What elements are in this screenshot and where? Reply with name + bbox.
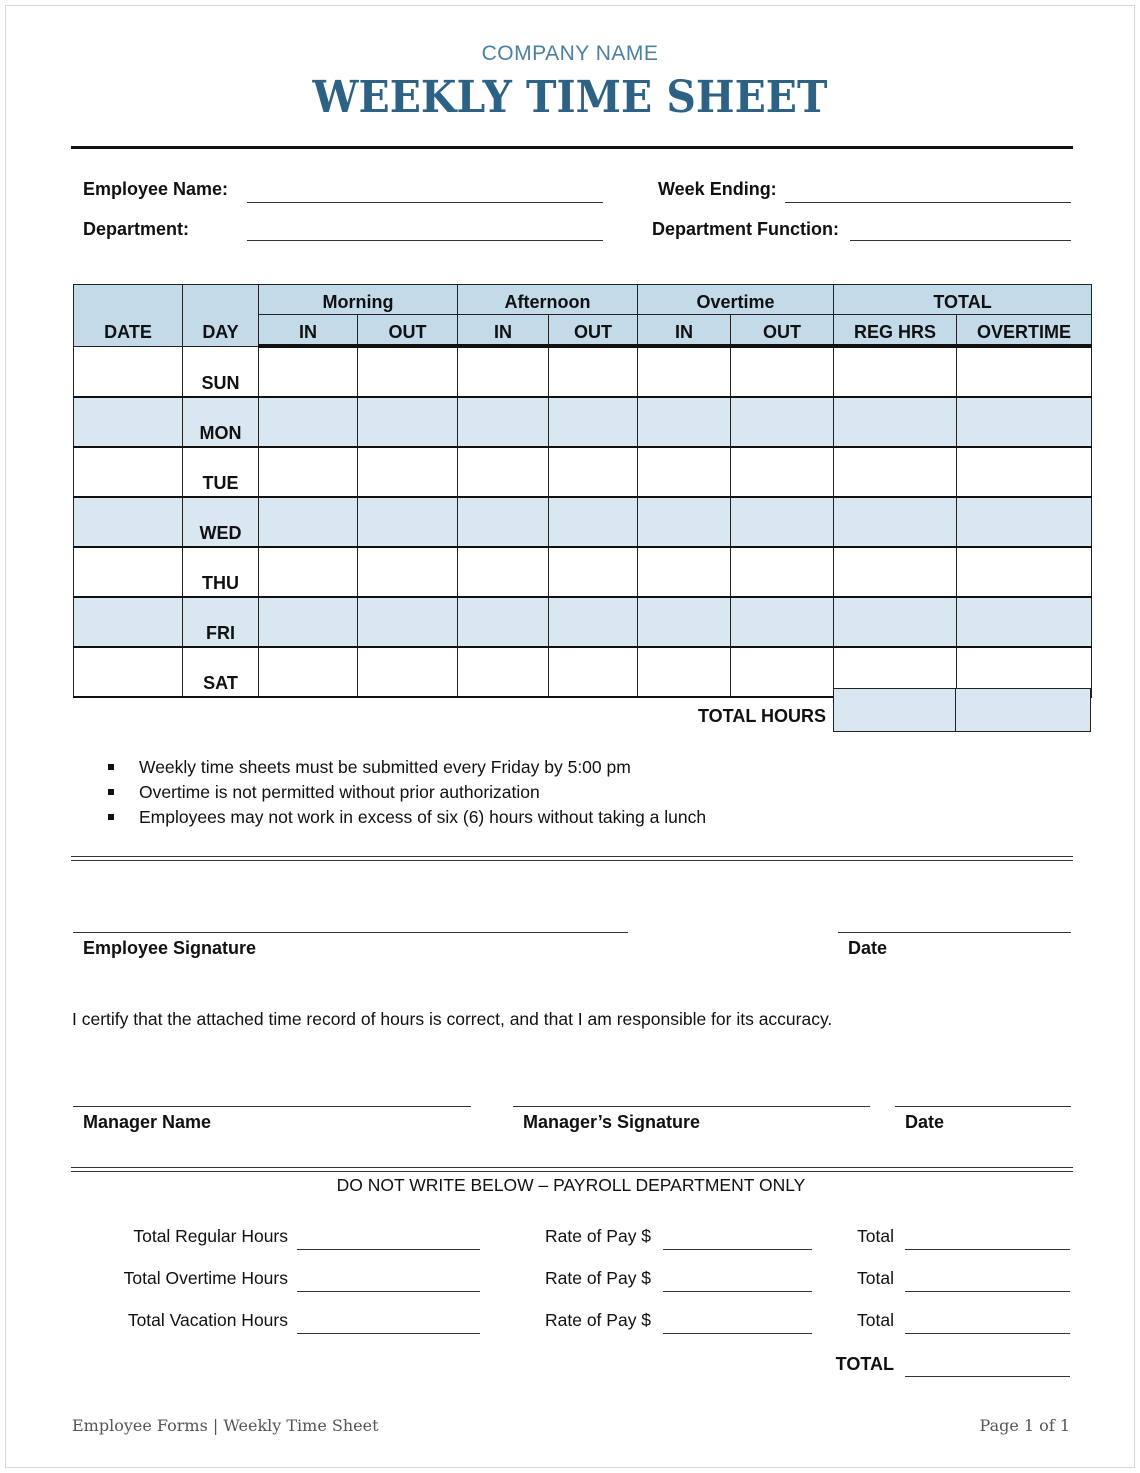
- time-cell[interactable]: [458, 597, 549, 647]
- time-cell[interactable]: [259, 397, 358, 447]
- time-cell[interactable]: [259, 346, 358, 397]
- payroll-heading: DO NOT WRITE BELOW – PAYROLL DEPARTMENT ONLY: [336, 1175, 806, 1195]
- time-cell[interactable]: [358, 346, 458, 397]
- header-overtime-in: IN: [638, 315, 731, 347]
- time-cell[interactable]: [259, 597, 358, 647]
- header-overtime: Overtime: [638, 285, 834, 315]
- payroll-hours-label: Total Regular Hours: [133, 1226, 288, 1246]
- time-cell[interactable]: [358, 447, 458, 497]
- time-cell[interactable]: [638, 597, 731, 647]
- time-cell[interactable]: [458, 397, 549, 447]
- time-cell[interactable]: [358, 597, 458, 647]
- payroll-hours-field[interactable]: [297, 1291, 480, 1292]
- time-cell[interactable]: [731, 447, 834, 497]
- department-function-field[interactable]: [850, 240, 1071, 241]
- time-sheet-table: [73, 284, 1092, 698]
- employee-name-label: Employee Name:: [83, 179, 229, 199]
- grand-total-label: TOTAL: [835, 1354, 894, 1374]
- time-cell[interactable]: [549, 597, 638, 647]
- double-divider: [71, 856, 1073, 861]
- table-row: [74, 447, 1092, 497]
- time-cell[interactable]: [834, 597, 957, 647]
- rate-of-pay-label: Rate of Pay $: [545, 1268, 652, 1288]
- rate-of-pay-label: Rate of Pay $: [545, 1226, 652, 1246]
- header-morning-in: IN: [259, 315, 358, 347]
- payroll-total-field[interactable]: [905, 1249, 1070, 1250]
- time-cell[interactable]: [957, 447, 1092, 497]
- time-cell[interactable]: [259, 497, 358, 547]
- time-cell[interactable]: [358, 547, 458, 597]
- day-cell: MON: [183, 397, 259, 447]
- time-cell[interactable]: [549, 346, 638, 397]
- rate-of-pay-field[interactable]: [663, 1333, 812, 1334]
- department-label: Department:: [83, 219, 190, 239]
- time-cell[interactable]: [834, 547, 957, 597]
- time-cell[interactable]: [638, 397, 731, 447]
- time-cell[interactable]: [259, 647, 358, 697]
- day-cell: THU: [183, 547, 259, 597]
- payroll-hours-label: Total Vacation Hours: [127, 1310, 288, 1330]
- date-cell[interactable]: [74, 597, 183, 647]
- time-cell[interactable]: [834, 346, 957, 397]
- table-row: [74, 346, 1092, 397]
- table-row: [74, 597, 1092, 647]
- time-cell[interactable]: [458, 346, 549, 397]
- time-cell[interactable]: [549, 447, 638, 497]
- manager-signature-label: Manager’s Signature: [523, 1112, 701, 1132]
- date-cell[interactable]: [74, 346, 183, 397]
- footer-page-number: Page 1 of 1: [979, 1416, 1070, 1435]
- day-cell: TUE: [183, 447, 259, 497]
- note-item: Weekly time sheets must be submitted every Friday by 5:00 pm: [104, 757, 706, 782]
- time-cell[interactable]: [549, 647, 638, 697]
- time-cell[interactable]: [458, 497, 549, 547]
- table-row: [74, 397, 1092, 447]
- time-cell[interactable]: [358, 397, 458, 447]
- certification-text: I certify that the attached time record of hours is correct, and that I am responsible for its accuracy.: [72, 1009, 833, 1029]
- payroll-total-label: Total: [857, 1268, 894, 1288]
- time-cell[interactable]: [957, 346, 1092, 397]
- payroll-total-label: Total: [857, 1310, 894, 1330]
- employee-date-label: Date: [848, 938, 888, 958]
- time-cell[interactable]: [731, 397, 834, 447]
- total-reg-hrs-cell[interactable]: [833, 688, 957, 732]
- payroll-hours-label: Total Overtime Hours: [123, 1268, 288, 1288]
- total-hours-label: TOTAL HOURS: [697, 706, 826, 726]
- time-cell[interactable]: [731, 597, 834, 647]
- date-cell[interactable]: [74, 647, 183, 697]
- header-afternoon-in: IN: [458, 315, 549, 347]
- note-item: Overtime is not permitted without prior authorization: [104, 782, 706, 807]
- time-cell[interactable]: [957, 497, 1092, 547]
- day-cell: SUN: [183, 346, 259, 397]
- time-cell[interactable]: [358, 647, 458, 697]
- rate-of-pay-field[interactable]: [663, 1249, 812, 1250]
- time-cell[interactable]: [458, 447, 549, 497]
- department-function-label: Department Function:: [652, 219, 839, 239]
- time-cell[interactable]: [638, 647, 731, 697]
- notes-list: [104, 757, 706, 832]
- department-field[interactable]: [247, 240, 603, 241]
- time-cell[interactable]: [259, 447, 358, 497]
- time-cell[interactable]: [834, 447, 957, 497]
- payroll-total-label: Total: [857, 1226, 894, 1246]
- day-cell: FRI: [183, 597, 259, 647]
- header-afternoon: Afternoon: [458, 285, 638, 315]
- double-divider: [71, 1167, 1073, 1172]
- time-cell[interactable]: [638, 346, 731, 397]
- header-afternoon-out: OUT: [549, 315, 638, 347]
- day-cell: WED: [183, 497, 259, 547]
- day-cell: SAT: [183, 647, 259, 697]
- employee-signature-label: Employee Signature: [83, 938, 257, 958]
- time-cell[interactable]: [259, 547, 358, 597]
- total-overtime-cell[interactable]: [955, 688, 1091, 732]
- header-reg-hrs: REG HRS: [834, 315, 957, 347]
- manager-date-field[interactable]: [895, 1106, 1071, 1107]
- page-title: WEEKLY TIME SHEET: [312, 72, 828, 123]
- header-day: DAY: [183, 285, 259, 347]
- date-cell[interactable]: [74, 447, 183, 497]
- date-cell[interactable]: [74, 397, 183, 447]
- employee-name-field[interactable]: [247, 202, 603, 203]
- time-cell[interactable]: [549, 547, 638, 597]
- time-cell[interactable]: [834, 497, 957, 547]
- table-row: [74, 497, 1092, 547]
- employee-signature-field[interactable]: [73, 932, 628, 933]
- time-cell[interactable]: [731, 346, 834, 397]
- manager-name-field[interactable]: [73, 1106, 471, 1107]
- rate-of-pay-field[interactable]: [663, 1291, 812, 1292]
- header-overtime-out: OUT: [731, 315, 834, 347]
- time-cell[interactable]: [957, 547, 1092, 597]
- date-cell[interactable]: [74, 547, 183, 597]
- time-cell[interactable]: [731, 497, 834, 547]
- payroll-hours-field[interactable]: [297, 1249, 480, 1250]
- rate-of-pay-label: Rate of Pay $: [545, 1310, 652, 1330]
- manager-signature-field[interactable]: [513, 1106, 870, 1107]
- time-cell[interactable]: [638, 547, 731, 597]
- time-cell[interactable]: [638, 447, 731, 497]
- employee-date-field[interactable]: [838, 932, 1071, 933]
- manager-date-label: Date: [905, 1112, 945, 1132]
- payroll-total-field[interactable]: [905, 1333, 1070, 1334]
- header-date: DATE: [74, 285, 183, 347]
- time-cell[interactable]: [549, 397, 638, 447]
- time-cell[interactable]: [638, 497, 731, 547]
- time-cell[interactable]: [358, 497, 458, 547]
- time-cell[interactable]: [731, 647, 834, 697]
- week-ending-label: Week Ending:: [658, 179, 777, 199]
- header-total: TOTAL: [834, 285, 1092, 315]
- time-cell[interactable]: [834, 397, 957, 447]
- time-cell[interactable]: [957, 597, 1092, 647]
- payroll-total-field[interactable]: [905, 1291, 1070, 1292]
- note-item: Employees may not work in excess of six (6) hours without taking a lunch: [104, 807, 706, 832]
- footer-title: Employee Forms | Weekly Time Sheet: [72, 1416, 379, 1435]
- header-morning-out: OUT: [358, 315, 458, 347]
- divider: [71, 146, 1073, 149]
- grand-total-field[interactable]: [905, 1376, 1070, 1377]
- table-row: [74, 547, 1092, 597]
- header-morning: Morning: [259, 285, 458, 315]
- time-cell[interactable]: [731, 547, 834, 597]
- time-cell[interactable]: [957, 397, 1092, 447]
- time-cell[interactable]: [458, 547, 549, 597]
- time-cell[interactable]: [549, 497, 638, 547]
- header-overtime-total: OVERTIME: [957, 315, 1092, 347]
- company-name: COMPANY NAME: [481, 42, 659, 65]
- time-cell[interactable]: [458, 647, 549, 697]
- week-ending-field[interactable]: [785, 202, 1071, 203]
- payroll-hours-field[interactable]: [297, 1333, 480, 1334]
- manager-name-label: Manager Name: [83, 1112, 212, 1132]
- date-cell[interactable]: [74, 497, 183, 547]
